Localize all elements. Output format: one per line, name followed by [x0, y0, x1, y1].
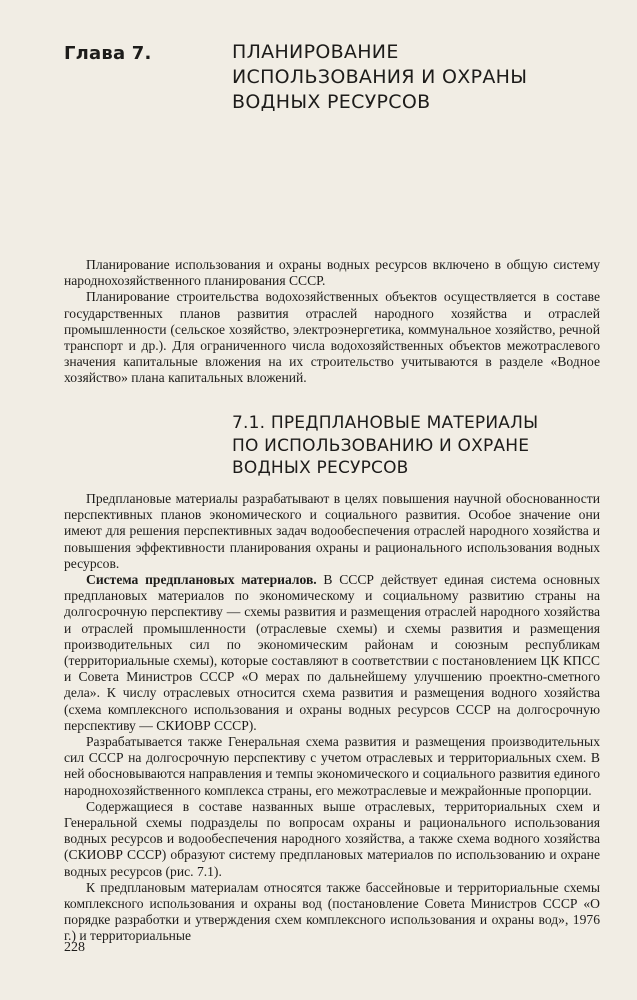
chapter-label: Глава 7. — [64, 43, 152, 64]
section-heading — [232, 412, 592, 480]
paragraph-text: В СССР действует единая система основных предплановых материалов по экономическому и социальному развитию страны на долгосрочную перспективу — схемы развития и размещения отраслей народного хозяйства и отраслей промышленности (отраслевые схемы) и схемы развития и размещения производительных сил по экономическим районам и союзным республикам (территориальные схемы), которые составляют в соответствии с постановлением ЦК КПСС и Совета Министров СССР «О мерах по дальнейшему улучшению проектно-сметного дела». К числу отраслевых относится схема развития и размещения водного хозяйства (схема комплексного использования и охраны водных ресурсов СССР на долгосрочную перспективу — СКИОВР СССР). — [64, 572, 600, 733]
section-heading-line: ВОДНЫХ РЕСУРСОВ — [232, 458, 409, 478]
page-number: 228 — [64, 940, 85, 955]
body-paragraph: К предплановым материалам относятся также бассейновые и территориальные схемы комплексного использования и охраны вод (постановление Совета Министров СССР «О порядке разработки и утверждения схем комплексного использования и охраны вод», 1976 г.) и территориальные — [64, 879, 600, 944]
run-in-heading: Система предплановых материалов. — [86, 572, 317, 588]
section-heading-line: 7.1. ПРЕДПЛАНОВЫЕ МАТЕРИАЛЫ — [232, 413, 539, 433]
body-paragraph: Предплановые материалы разрабатывают в целях повышения научной обоснованности перспективных планов экономического и социального развития. Особое значение они имеют для решения перспективных задач водообеспечения отраслей народного хозяйства и повышения эффективности планирования охраны и рационального использования водных ресурсов. — [64, 491, 600, 571]
body-paragraph: Разрабатывается также Генеральная схема развития и размещения производительных сил СССР на долгосрочную перспективу с учетом отраслевых и территориальных схем. В ней обосновываются направления и темпы экономического и социального развития единого народнохозяйственного комплекса страны, его межотраслевые и межрайонные пропорции. — [64, 734, 600, 798]
chapter-title — [232, 40, 572, 115]
chapter-title-line: ВОДНЫХ РЕСУРСОВ — [232, 91, 431, 113]
body-paragraph: Содержащиеся в составе названных выше отраслевых, территориальных схем и Генеральной схемы подразделы по вопросам охраны и рационального использования водных ресурсов и водообеспечения народного хозяйства, а также схема водного хозяйства (СКИОВР СССР) образуют систему предплановых материалов по использованию и охране водных ресурсов (рис. 7.1). — [64, 798, 600, 879]
section-heading-line: ПО ИСПОЛЬЗОВАНИЮ И ОХРАНЕ — [232, 435, 530, 456]
chapter-title-line: ИСПОЛЬЗОВАНИЯ И ОХРАНЫ — [232, 66, 528, 88]
chapter-intro — [64, 257, 600, 387]
chapter-title-line: ПЛАНИРОВАНИЕ — [232, 41, 399, 63]
body-paragraph — [64, 572, 600, 734]
intro-paragraph: Планирование использования и охраны водных ресурсов включено в общую систему народнохозяйственного планирования СССР. — [64, 257, 600, 289]
section-body — [64, 491, 600, 945]
intro-paragraph: Планирование строительства водохозяйственных объектов осуществляется в составе государственных планов развития отраслей народного хозяйства и отраслей промышленности (сельское хозяйство, электроэнергетика, коммунальное хозяйство, речной транспорт и др.). Для ограниченного числа водохозяйственных объектов межотраслевого значения капитальные вложения на их строительство учитываются в разделе «Водное хозяйство» плана капитальных вложений. — [64, 289, 600, 386]
